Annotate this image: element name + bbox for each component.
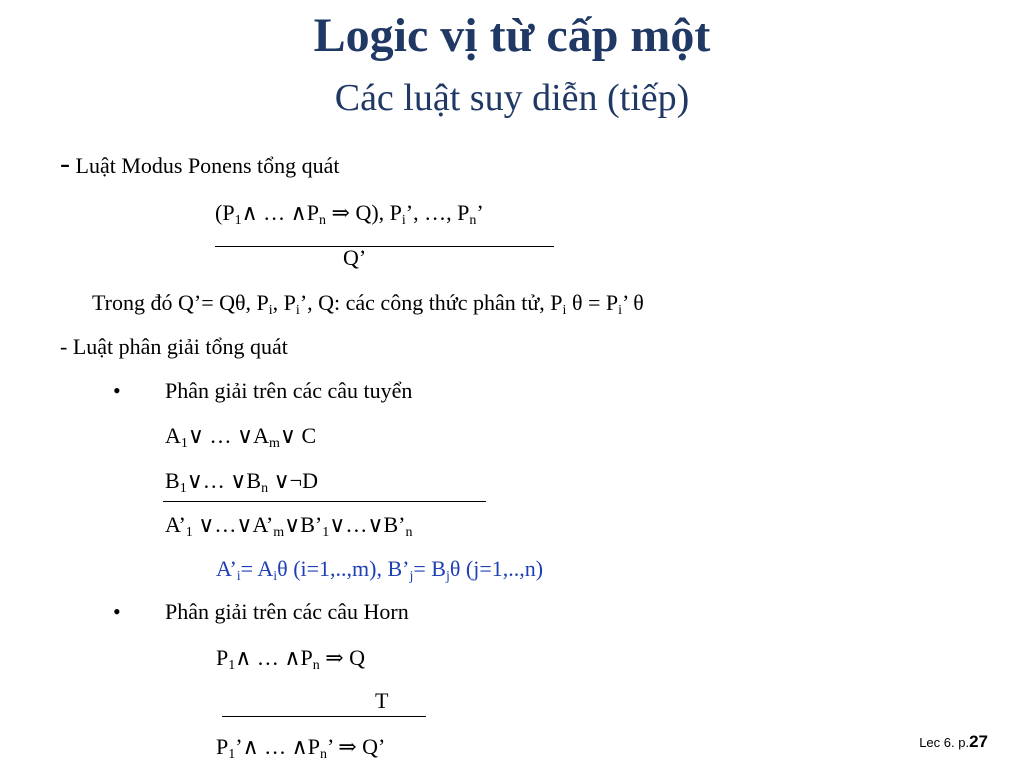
horn-line-b: T [375, 688, 389, 713]
slide-title: Logic vị từ cấp một [313, 9, 711, 62]
resolution-heading: - Luật phân giải tổng quát [60, 334, 288, 359]
slide-subtitle: Các luật suy diễn (tiếp) [334, 77, 690, 119]
horn-resolvent: $P_1’\wedge$ … $\wedge P_n$’ ⇒ Q’ [216, 734, 386, 762]
modus-ponens-premise: ($P_1\wedge$ … $\wedge P_n$ ⇒ Q), $P_i$’, …, $P_n$’ [215, 200, 484, 228]
clause-resolvent: $A’_1$ $\vee\dots\vee A’_m\vee B’_1\vee\dots\vee B’_n$ [165, 512, 413, 540]
bullet-marker: • [113, 378, 121, 403]
modus-ponens-where: Trong đó Q’= Qθ, $P_i$, $P_i$’, Q: các công thức phân tử, $P_i$ $\theta = P_i$’ θ [92, 290, 644, 318]
inference-rule-line [215, 246, 554, 247]
modus-ponens-title: Luật Modus Ponens tổng quát [75, 153, 340, 178]
clause-line-b: $B_1\vee\dots$ $\vee B_n$ ∨¬D [165, 468, 318, 496]
footer-label: Lec 6. p. [919, 735, 970, 750]
modus-ponens-heading [60, 147, 340, 180]
inference-rule-line [222, 716, 426, 717]
horn-resolution-title: Phân giải trên các câu Horn [165, 599, 409, 624]
inference-rule-line [163, 501, 486, 502]
dash-marker: - [60, 147, 70, 180]
page-number: 27 [969, 732, 988, 751]
page-footer [919, 732, 988, 752]
clause-resolution-title: Phân giải trên các câu tuyển [165, 378, 413, 403]
clause-line-a: $A_1\vee$ … $\vee A_m\vee$ C [165, 423, 317, 451]
modus-ponens-conclusion: Q’ [343, 245, 367, 270]
horn-line-a: $P_1\wedge$ … $\wedge P_n$ ⇒ Q [216, 645, 366, 673]
substitution-note: $A’_i= A_i\theta$ (i=1,..,m), $B’_j= B_j\theta$ (j=1,..,n) [216, 556, 544, 584]
bullet-marker: • [113, 599, 121, 624]
